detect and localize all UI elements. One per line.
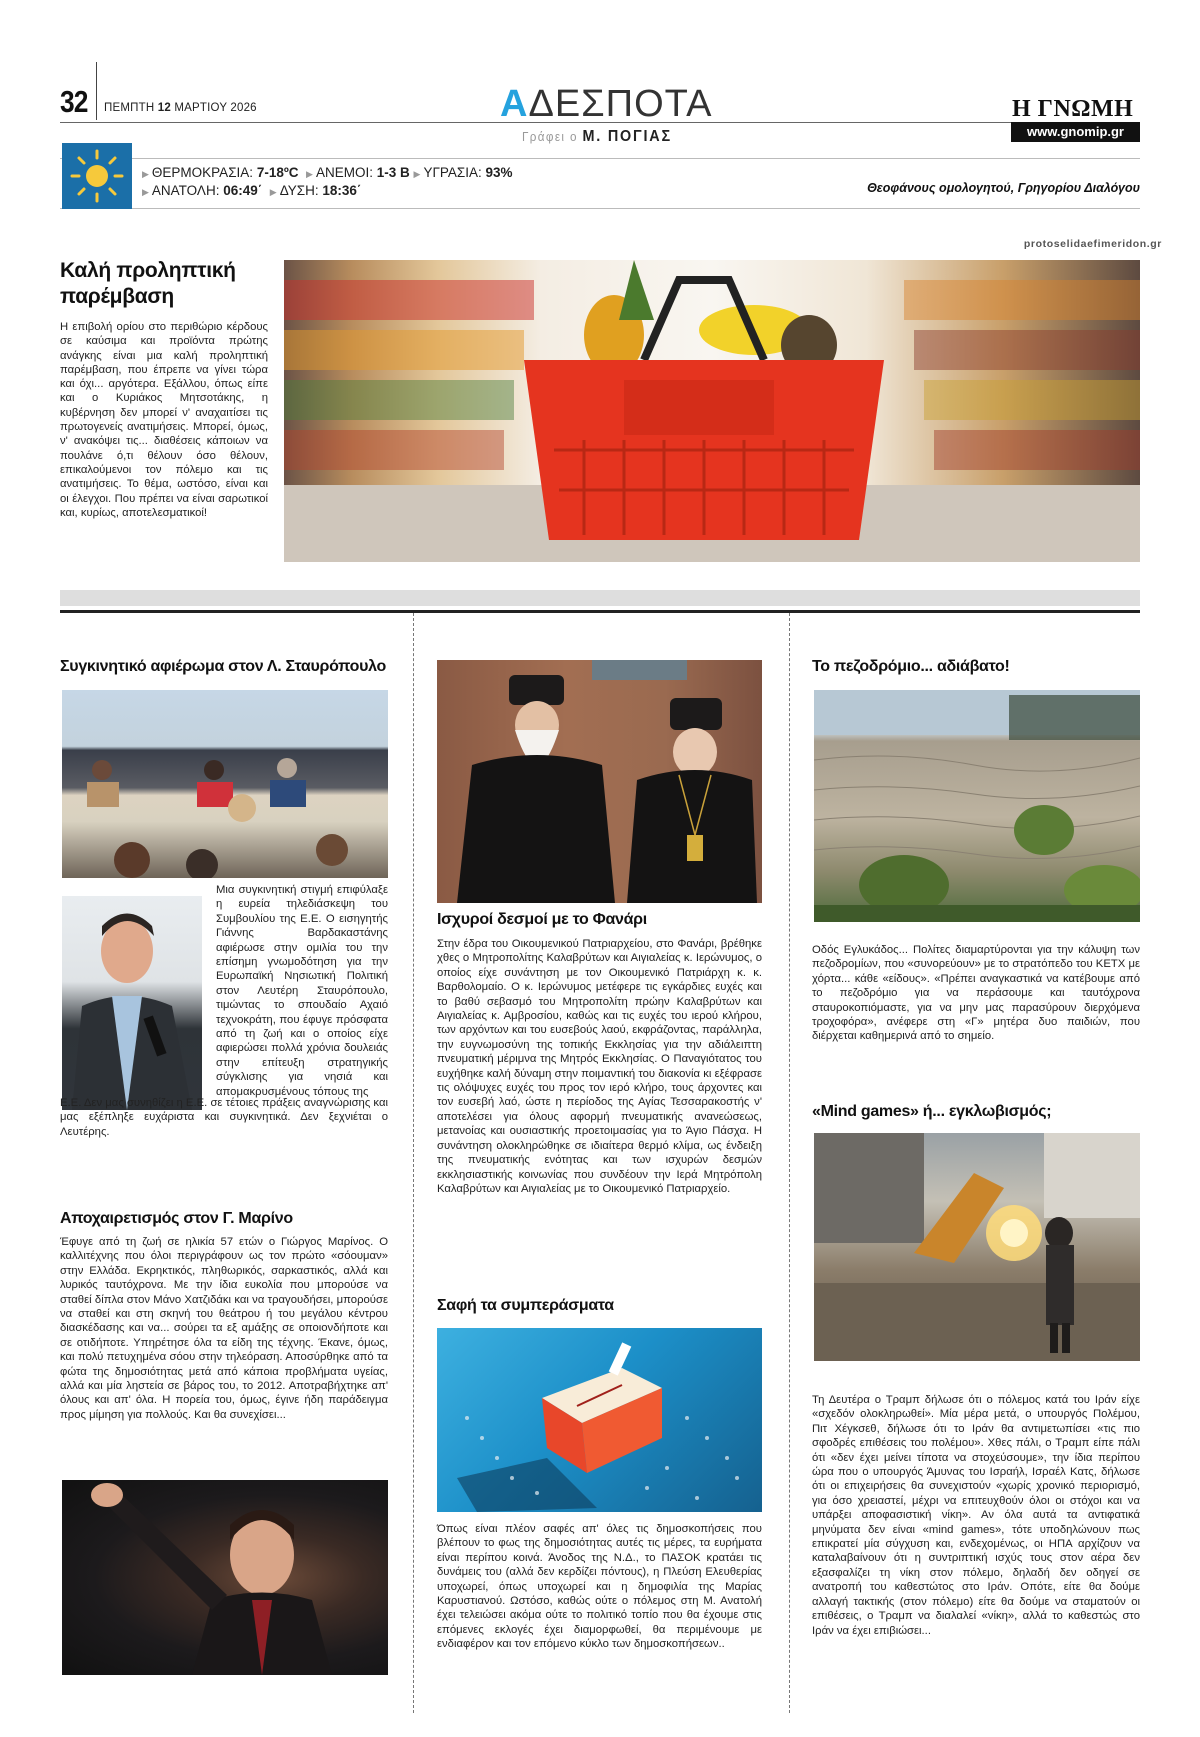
humidity-value: 93% bbox=[485, 165, 513, 180]
photo-clergy bbox=[437, 660, 762, 903]
column-separator bbox=[413, 613, 414, 1713]
wind-value: 1-3 Β bbox=[376, 165, 410, 180]
sunset-value: 18:36΄ bbox=[322, 183, 362, 198]
article-title: Το πεζοδρόμιο... αδιάβατο! bbox=[812, 658, 1010, 675]
article-body: Όπως είναι πλέον σαφές απ' όλες τις δημοσκοπήσεις που βλέπουν το φως της δημοσιότητας αυτές τις μέρες, τα ευρήματα είναι περίπου κοινά. Άνοδος της Ν.Δ., το ΠΑΣΟΚ κρατάει τις δυνάμεις του (αλλά δεν κερδίζει πόντους), η Πλεύση Ελευθερίας υποχωρεί, όπως υποχωρεί και η δημοφιλία της Μαρίας Καρυστιανού. Ωστόσο, καθώς ούτε ο πόλεμος στη Μ. Ανατολή έχει τελειώσει ακόμα ούτε το πολιτικό τοπίο που θα έχουμε στις επόμενες εκλογές έχει διαμορφωθεί, θα περιμένουμε με ενδιαφέρον και τον επόμενο κύκλο των δημοσκοπήσεων.. bbox=[437, 1523, 762, 1651]
column-title-rest: ΔΕΣΠΟΤΑ bbox=[528, 83, 713, 125]
triangle-right-icon: ▶ bbox=[142, 187, 149, 197]
article-title: Συγκινητικό αφιέρωμα στον Λ. Σταυρόπουλο bbox=[60, 658, 386, 675]
photo-rubble-excavator bbox=[814, 1133, 1140, 1361]
sun-icon bbox=[62, 143, 132, 209]
date-month-year: ΜΑΡΤΙΟΥ 2026 bbox=[174, 102, 257, 114]
source-watermark: protoselidaefimeridon.gr bbox=[1023, 238, 1162, 250]
article-body-continued: Ε.Ε. Δεν μας συνηθίζει η Ε.Ε. σε τέτοιες πράξεις αναγνώρισης και μας εξέπληξε ευχάριστα και συγκινητικά. Δεν ξεχνιέται ο Λευτέρης. bbox=[60, 1097, 388, 1138]
weather-line-1 bbox=[142, 165, 513, 180]
date-day: ΠΕΜΠΤΗ bbox=[104, 102, 155, 114]
byline bbox=[522, 128, 672, 146]
photo-ballot-box bbox=[437, 1328, 762, 1512]
triangle-right-icon: ▶ bbox=[142, 169, 149, 179]
triangle-right-icon: ▶ bbox=[306, 169, 313, 179]
wind-label: ΑΝΕΜΟΙ: bbox=[315, 165, 373, 180]
sunrise-value: 06:49΄ bbox=[223, 183, 263, 198]
article-title: Αποχαιρετισμός στον Γ. Μαρίνο bbox=[60, 1210, 293, 1227]
section-rule bbox=[60, 610, 1140, 613]
page-number: 32 bbox=[60, 84, 88, 119]
weather-line-2 bbox=[142, 183, 361, 198]
weather-rule-bottom bbox=[60, 208, 1140, 209]
lead-body: Η επιβολή ορίου στο περιθώριο κέρδους σε καύσιμα και προϊόντα πρώτης ανάγκης είναι μια καλή προληπτική παρέμβαση, που έπρεπε να γίνει τώρα και όχι... αργότερα. Εξάλλου, όπως είπε και ο Κυριάκος Μητσοτάκης, η κυβέρνηση δεν μπορεί ν' αναχαιτίσει τις πρωτογενείς ανατιμήσεις. Μπορεί, όμως, ν' ανακόψει τις... διαθέσεις κάποιων να πουλάνε ό,τι θέλουν όσο θέλουν, επικαλούμενοι τον πόλεμο και τις ανατιμήσεις. Το θέμα, ωστόσο, είναι και οι έλεγχοι. Που πρέπει να είναι σαρωτικοί και, κυρίως, αποτελεσματικοί! bbox=[60, 321, 268, 519]
article-body: Στην έδρα του Οικουμενικού Πατριαρχείου, στο Φανάρι, βρέθηκε χθες ο Μητροπολίτης Καλαβρύτων και Αιγιαλείας κ. Ιερώνυμος, ο οποίος είχε συνάντηση με τον Οικουμενικό Πατριάρχη κ. κ. Βαρθολομαίο. Ο κ. Ιερώνυμος μετέφερε τις εγκάρδιες ευχές και το βαθύ σεβασμό του Μητροπολίτη πρώην Καλαβρύτων και Αιγιαλείας κ. Αμβροσίου, καθώς και τις ευχές του ιερού κλήρου, των αρχόντων και του ευσεβούς λαού, εκφράζοντας, παράλληλα, την ευγνωμοσύνη της τοπικής Εκκλησίας για την αδιάλειπτη πνευματική μέριμνα της Μητρός Εκκλησίας. Ο Παναγιότατος του ευχήθηκε καλή δύναμη στην ποιμαντική του διακονία κι εξέφρασε τις ολόψυχες ευχές του προς τον ιερό κλήρο, τους άρχοντες και τον ευσεβή λαό, ώστε η περίοδος της Αγίας Τεσσαρακοστής ν' αποτελέσει για όλους αφορμή πνευματικής ανανεώσεως, μετανοίας και ουσιαστικής προετοιμασίας για το Άγιο Πάσχα. Η συνάντηση ολοκληρώθηκε σε ιδιαίτερα θερμό κλίμα, ως ένδειξη της πνευματικής ενότητας και των ισχυρών δεσμών εκκλησιαστικής κοινωνίας που συνδέουν την Ιερά Μητρόπολη Καλαβρύτων και Αιγιαλείας με το Οικουμενικό Πατριαρχείο. bbox=[437, 938, 762, 1195]
article-title: Σαφή τα συμπεράσματα bbox=[437, 1297, 614, 1314]
column-separator bbox=[789, 613, 790, 1713]
temperature-value: 7-18ºC bbox=[256, 165, 299, 180]
photo-speaker bbox=[62, 896, 202, 1110]
feast-day: Θεοφάνους ομολογητού, Γρηγορίου Διαλόγου bbox=[867, 181, 1140, 195]
lead-title: Καλή προληπτική παρέμβαση bbox=[60, 259, 236, 308]
sunrise-label: ΑΝΑΤΟΛΗ: bbox=[151, 183, 220, 198]
byline-prefix: Γράφει ο bbox=[522, 129, 578, 144]
triangle-right-icon: ▶ bbox=[413, 169, 421, 179]
photo-singer-on-stage bbox=[62, 1480, 388, 1675]
sunset-label: ΔΥΣΗ: bbox=[279, 183, 319, 198]
humidity-label: ΥΓΡΑΣΙΑ: bbox=[423, 165, 482, 180]
temperature-label: ΘΕΡΜΟΚΡΑΣΙΑ: bbox=[151, 165, 254, 180]
article-title: Ισχυροί δεσμοί με το Φανάρι bbox=[437, 911, 647, 928]
article-body: Οδός Εγλυκάδος... Πολίτες διαμαρτύρονται για την κάλυψη των πεζοδρομίων, που «συνορεύουν» με το στρατόπεδο του ΚΕΤΧ με χόρτα... κάθε «είδους». «Πρέπει αναγκαστικά να κατέβουμε από το πεζοδρόμιο για να περάσουμε και ταυτόχρονα σταυροκοπιόμαστε, για να μην μας παρασύρουν διερχόμενα τροχοφόρα», ανέφερε στη «Γ» μητέρα δυο παιδιών, που διέρχεται καθημερινά από το σημείο. bbox=[812, 944, 1140, 1043]
photo-sidewalk-wall bbox=[814, 690, 1140, 922]
newspaper-url[interactable]: www.gnomip.gr bbox=[1011, 122, 1140, 142]
byline-author: Μ. ΠΟΓΙΑΣ bbox=[582, 128, 672, 145]
date-number: 12 bbox=[157, 102, 171, 114]
header-divider bbox=[96, 62, 97, 120]
article-body: Έφυγε από τη ζωή σε ηλικία 57 ετών ο Γιώργος Μαρίνος. Ο καλλιτέχνης που όλοι περιγράφουν ως τον πρώτο «σόουμαν» στην Ελλάδα. Εκρηκτικός, πληθωρικός, σαρκαστικός, αλλά και λυρικός ταυτόχρονα. Με την ίδια ευκολία που μπορούσε να σταθεί δίπλα στον Μάνο Χατζιδάκι και να τραγουδήσει, μπορούσε να σταθεί και στη σκηνή του θεάτρου ή του μεγάλου κέντρου διασκέδασης και να... σούρει τα εξ αμάξης σε οποιονδήποτε και σε οτιδήποτε. Υπηρέτησε όλα τα είδη της τέχνης. Έκανε, όμως, και πολύ πετυχημένα σόου στην τηλεόραση. Αποσύρθηκε από τα φώτα της δημοσιότητας μετά από κάποια προβλήματα υγείας, αλλά και μία ληστεία σε βάρος του, το 2012. Αποτραβήχτηκε απ' όλους και απ' όλα. Η πορεία του, όμως, έγινε ήδη παράδειγμα προς μίμηση για πολλούς. Και θα συνεχίσει... bbox=[60, 1236, 388, 1421]
newspaper-logo: Η ΓΝΩΜΗ bbox=[1012, 96, 1134, 122]
section-band bbox=[60, 590, 1140, 606]
photo-conference-panel bbox=[62, 690, 388, 878]
article-title: «Mind games» ή... εγκλωβισμός; bbox=[812, 1103, 1052, 1120]
column-title bbox=[500, 84, 712, 124]
triangle-right-icon: ▶ bbox=[269, 187, 277, 197]
issue-date bbox=[104, 102, 257, 114]
article-body: Τη Δευτέρα ο Τραμπ δήλωσε ότι ο πόλεμος κατά του Ιράν είχε «σχεδόν ολοκληρωθεί». Μία μέρα μετά, ο υπουργός Πολέμου, Πιτ Χέγκσεθ, δήλωσε ότι το Ιράν θα αντιμετωπίσει «τις πιο σφοδρές επιθέσεις του πολέμου». Χθες πάλι, ο Τραμπ είπε πάλι ότι «δεν έχει μείνει τίποτα να στοχεύσουμε», την ίδια περίπου ώρα που ο υπουργός Άμυνας του Ισραήλ, Ισραέλ Κατς, δήλωσε ότι οι επιχειρήσεις θα συνεχιστούν «χωρίς χρονικό περιορισμό, για όσο χρειαστεί, μέχρι να επιτευχθούν όλοι οι στόχοι και να υπάρξει αποφασιστική νίκη». Αν όλα αυτά τα αντιφατικά μηνύματα δεν είναι «mind games», τότε υποδηλώνουν πως επικρατεί μία σύγχυση και, ενδεχομένως, οι ΗΠΑ αρχίζουν να καταλαβαίνουν ότι η συντριπτική ισχύς τους στον αέρα δεν εξασφαλίζει τη νίκη στον πόλεμο, δηλαδή δεν οδηγεί σε ανατροπή του καθεστώτος στο Ιράν. Οπότε, είτε θα δούμε αλλαγή τακτικής (στον πόλεμο) είτε θα δούμε να σταματούν οι επιθέσεις, ο Τραμπ να διαλαλεί «νίκη», αλλά το καθεστώς στο Ιράν να έχει επιβιώσει... bbox=[812, 1394, 1140, 1637]
weather-rule-top bbox=[60, 158, 1140, 159]
lead-image-basket bbox=[284, 260, 1140, 562]
article-body: Μια συγκινητική στιγμή επιφύλαξε η ευρεία τηλεδιάσκεψη του Συμβουλίου της Ε.Ε. Ο εισηγητής Γιάννης Βαρδακαστάνης αφιέρωσε στην ομιλία του την επίσημη γνωμοδότηση για την Ευρωπαϊκή Νησιωτική Πολιτική στον Λευτέρη Σταυρόπουλο, τιμώντας το σπουδαίο Αχαιό τεχνοκράτη, που έφυγε πρόσφατα από τη ζωή και ο οποίος είχε αφιερώσει πολλά χρόνια δουλειάς στην επίτευξη στρατηγικής σύγκλισης για νησιά και απομακρυσμένους τόπους της bbox=[216, 884, 388, 1098]
column-title-initial: Α bbox=[500, 83, 529, 125]
